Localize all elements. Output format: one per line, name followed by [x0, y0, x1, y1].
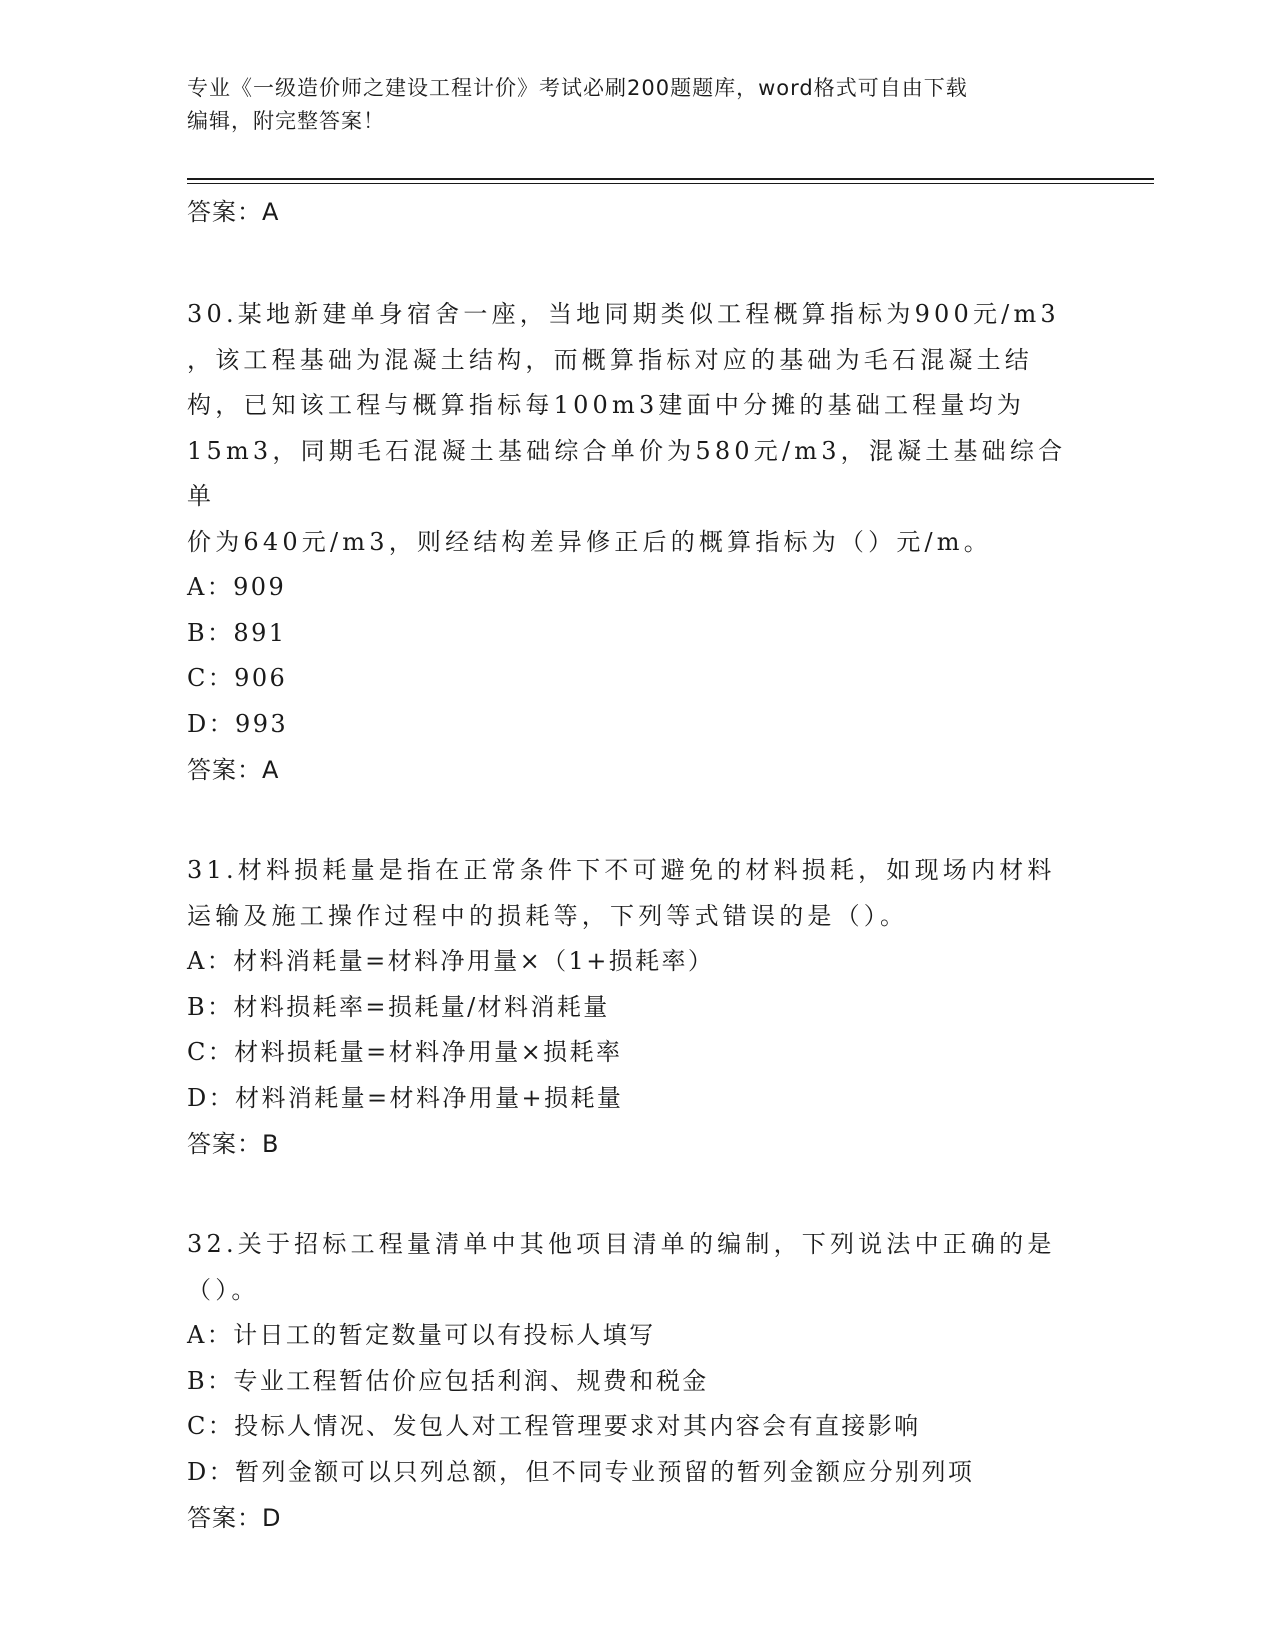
question-stem-line: ，该工程基础为混凝土结构，而概算指标对应的基础为毛石混凝土结: [187, 345, 1033, 374]
question-31: [187, 848, 1087, 1167]
question-stem-line: （）。: [187, 1275, 260, 1304]
header-line-1: 专业《一级造价师之建设工程计价》考试必刷200题题库，word格式可自由下载: [187, 76, 968, 100]
question-32: [187, 1222, 1087, 1541]
question-stem-line: 30.某地新建单身宿舍一座，当地同期类似工程概算指标为900元/m3: [187, 300, 1060, 328]
option-b: B：专业工程暂估价应包括利润、规费和税金: [187, 1366, 709, 1395]
question-stem-line: 运输及施工操作过程中的损耗等，下列等式错误的是（）。: [187, 901, 909, 930]
question-stem-line: 价为640元/m3，则经结构差异修正后的概算指标为（）元/m。: [187, 527, 992, 556]
header-rule-thin: [187, 183, 1154, 184]
question-stem-line: 32.关于招标工程量清单中其他项目清单的编制，下列说法中正确的是: [187, 1230, 1056, 1258]
option-a: A：材料消耗量=材料净用量×（1+损耗率）: [187, 947, 715, 975]
option-a: A：计日工的暂定数量可以有投标人填写: [187, 1321, 656, 1349]
option-c: C：906: [187, 664, 288, 692]
spacer: [187, 1167, 1087, 1222]
header-line-2: 编辑，附完整答案！: [187, 109, 385, 133]
question-stem-line: 15m3，同期毛石混凝土基础综合单价为580元/m3，混凝土基础综合单: [187, 436, 1067, 510]
document-body: [187, 187, 1087, 1541]
option-a: A：909: [187, 573, 287, 601]
question-30: [187, 292, 1087, 793]
document-header: [187, 72, 1087, 138]
answer-31: 答案：B: [187, 1130, 280, 1158]
spacer: [187, 793, 1087, 848]
option-d: D：993: [187, 709, 289, 738]
spacer: [187, 237, 1087, 292]
option-d: D：材料消耗量=材料净用量+损耗量: [187, 1083, 624, 1112]
option-c: C：材料损耗量=材料净用量×损耗率: [187, 1038, 623, 1066]
question-stem-line: 构，已知该工程与概算指标每100m3建面中分摊的基础工程量均为: [187, 391, 1026, 419]
option-c: C：投标人情况、发包人对工程管理要求对其内容会有直接影响: [187, 1412, 921, 1440]
answer-32: 答案：D: [187, 1504, 282, 1532]
answer-29: 答案：A: [187, 198, 280, 226]
answer-30: 答案：A: [187, 756, 280, 784]
option-b: B：材料损耗率=损耗量/材料消耗量: [187, 992, 610, 1021]
option-b: B：891: [187, 618, 287, 647]
question-stem-line: 31.材料损耗量是指在正常条件下不可避免的材料损耗，如现场内材料: [187, 856, 1056, 884]
header-rule-thick: [187, 178, 1154, 180]
option-d: D：暂列金额可以只列总额，但不同专业预留的暂列金额应分别列项: [187, 1457, 975, 1486]
